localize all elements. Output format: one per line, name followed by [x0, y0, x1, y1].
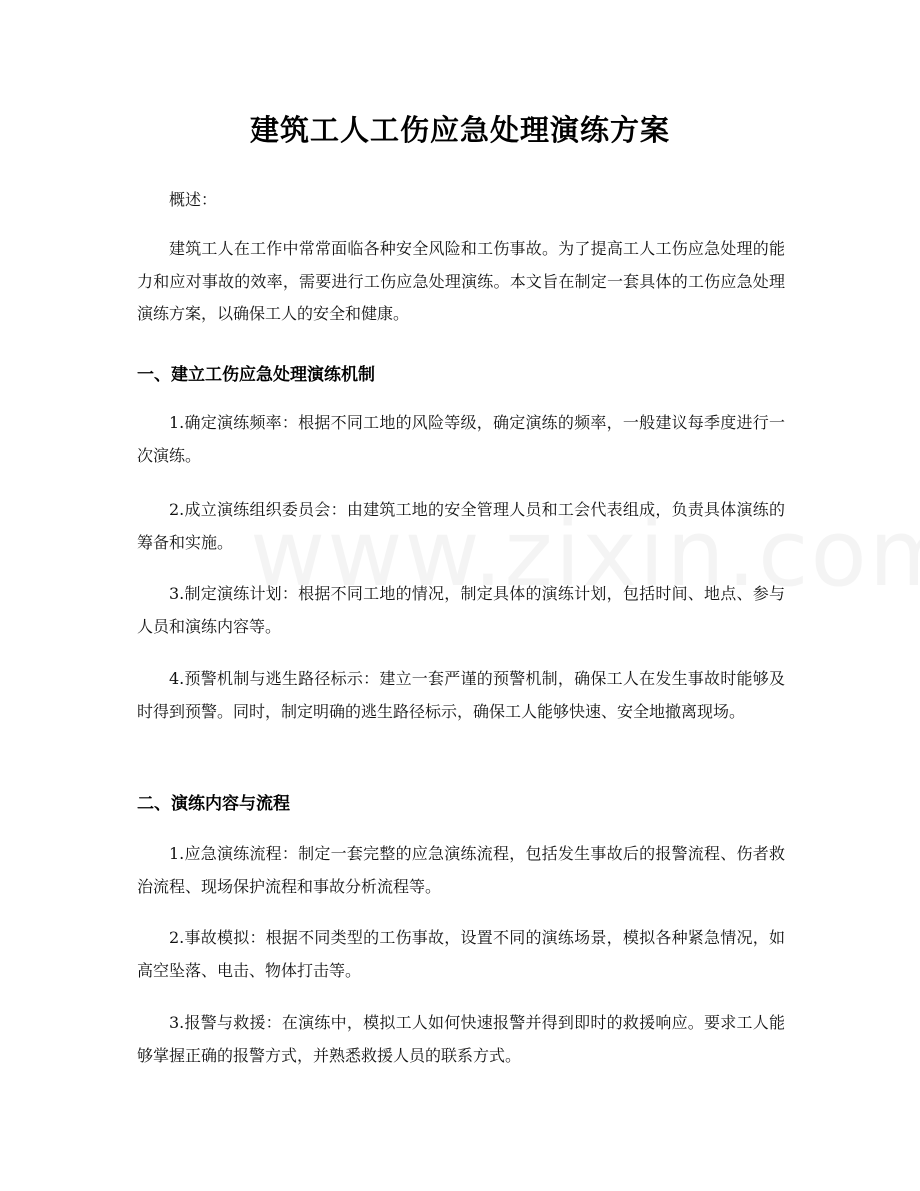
- section-2-item: 1.应急演练流程：制定一套完整的应急演练流程，包括发生事故后的报警流程、伤者救治流程、现场保护流程和事故分析流程等。: [137, 844, 785, 896]
- section-1-item: 3.制定演练计划：根据不同工地的情况，制定具体的演练计划，包括时间、地点、参与人员和演练内容等。: [137, 584, 785, 636]
- document-title: 建筑工人工伤应急处理演练方案: [249, 113, 670, 147]
- intro-paragraph: 建筑工人在工作中常常面临各种安全风险和工伤事故。为了提高工人工伤应急处理的能力和应对事故的效率，需要进行工伤应急处理演练。本文旨在制定一套具体的工伤应急处理演练方案，以确保工人的安全和健康。: [137, 239, 785, 323]
- section-1-heading: 一、建立工伤应急处理演练机制: [137, 365, 375, 385]
- section-2-heading: 二、演练内容与流程: [137, 794, 290, 814]
- section-1-item: 4.预警机制与逃生路径标示：建立一套严谨的预警机制，确保工人在发生事故时能够及时得到预警。同时，制定明确的逃生路径标示，确保工人能够快速、安全地撤离现场。: [137, 669, 785, 721]
- section-2-item: 2.事故模拟：根据不同类型的工伤事故，设置不同的演练场景，模拟各种紧急情况，如高空坠落、电击、物体打击等。: [137, 928, 785, 980]
- section-1-item: 1.确定演练频率：根据不同工地的风险等级，确定演练的频率，一般建议每季度进行一次演练。: [137, 413, 785, 465]
- overview-label: 概述：: [169, 190, 218, 209]
- section-2-item: 3.报警与救援：在演练中，模拟工人如何快速报警并得到即时的救援响应。要求工人能够掌握正确的报警方式，并熟悉救援人员的联系方式。: [137, 1013, 785, 1065]
- section-1-item: 2.成立演练组织委员会：由建筑工地的安全管理人员和工会代表组成，负责具体演练的筹备和实施。: [137, 500, 785, 552]
